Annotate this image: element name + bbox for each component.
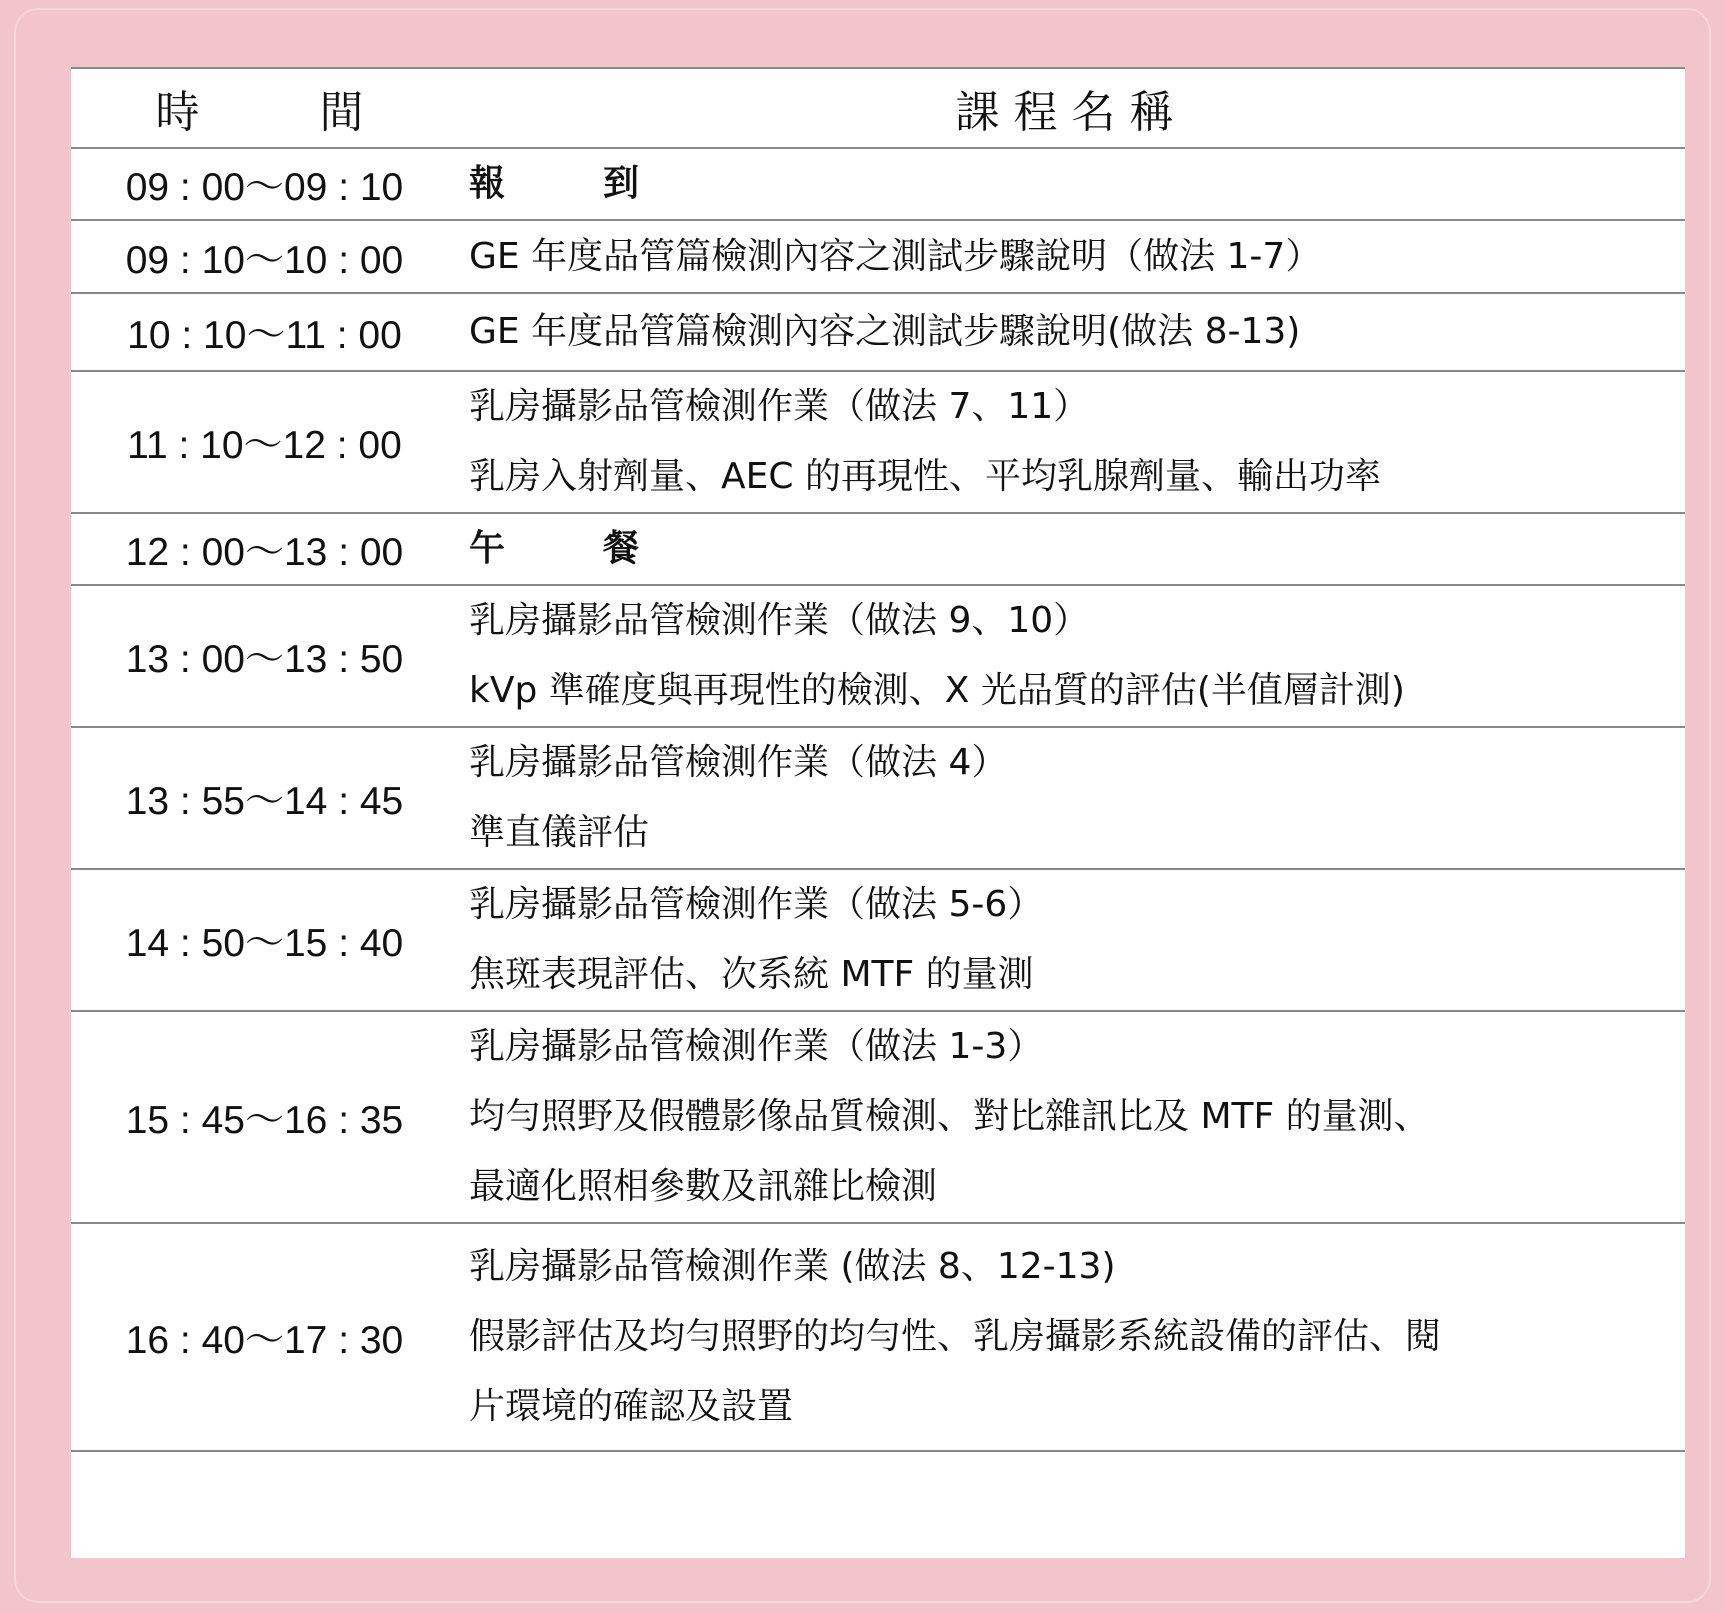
time-cell: 15 : 45～16 : 35	[125, 1099, 404, 1142]
course-line: 焦斑表現評估、次系統 MTF 的量測	[469, 954, 1034, 995]
schedule-table	[71, 67, 1685, 1452]
course-cell	[458, 371, 1685, 513]
table-row	[71, 293, 1685, 371]
course-cell	[458, 513, 1685, 585]
table-row	[71, 869, 1685, 1011]
header-course-name: 課程名稱	[955, 87, 1188, 138]
table-row	[71, 1223, 1685, 1451]
page-background	[14, 8, 1711, 1603]
header-time-char-2: 間	[319, 87, 374, 138]
course-line: 準直儀評估	[469, 812, 650, 853]
course-line: kVp 準確度與再現性的檢測、X 光品質的評估(半值層計測)	[469, 670, 1405, 711]
schedule-sheet	[71, 67, 1685, 1558]
time-cell: 16 : 40～17 : 30	[125, 1319, 404, 1362]
course-line: 假影評估及均勻照野的均勻性、乳房攝影系統設備的評估、閱	[469, 1316, 1442, 1357]
course-line: 乳房攝影品管檢測作業 (做法 8、12-13)	[469, 1246, 1116, 1287]
table-row	[71, 371, 1685, 513]
course-cell	[458, 220, 1685, 293]
course-checkin: 報 到	[469, 163, 640, 204]
course-cell	[458, 727, 1685, 869]
course-cell	[458, 148, 1685, 220]
course-cell	[458, 585, 1685, 727]
time-cell: 09 : 00～09 : 10	[125, 166, 404, 209]
table-row	[71, 148, 1685, 220]
time-cell: 13 : 55～14 : 45	[125, 780, 404, 823]
course-line: 乳房攝影品管檢測作業（做法 9、10）	[469, 600, 1090, 641]
course-line: GE 年度品管篇檢測內容之測試步驟說明(做法 8-13)	[469, 311, 1301, 352]
course-cell	[458, 869, 1685, 1011]
header-time	[71, 68, 458, 148]
course-line: 片環境的確認及設置	[469, 1386, 794, 1427]
time-cell: 13 : 00～13 : 50	[125, 638, 404, 681]
table-row	[71, 585, 1685, 727]
course-line: 最適化照相參數及訊雜比檢測	[469, 1166, 938, 1207]
course-line: 乳房攝影品管檢測作業（做法 7、11）	[469, 386, 1090, 427]
course-line: 乳房攝影品管檢測作業（做法 5-6）	[469, 884, 1044, 925]
course-line: 均勻照野及假體影像品質檢測、對比雜訊比及 MTF 的量測、	[469, 1096, 1430, 1137]
course-cell	[458, 1223, 1685, 1451]
course-line: 乳房攝影品管檢測作業（做法 4）	[469, 742, 1008, 783]
course-line: 乳房入射劑量、AEC 的再現性、平均乳腺劑量、輸出功率	[469, 456, 1381, 497]
time-cell: 14 : 50～15 : 40	[125, 922, 404, 965]
time-cell: 11 : 10～12 : 00	[127, 424, 402, 467]
table-row	[71, 1011, 1685, 1223]
time-cell: 10 : 10～11 : 00	[127, 314, 402, 357]
course-line: GE 年度品管篇檢測內容之測試步驟說明（做法 1-7）	[469, 235, 1322, 277]
course-line: 乳房攝影品管檢測作業（做法 1-3）	[469, 1026, 1044, 1067]
course-cell	[458, 293, 1685, 371]
table-row	[71, 220, 1685, 293]
time-cell: 09 : 10～10 : 00	[125, 238, 404, 282]
course-cell	[458, 1011, 1685, 1223]
table-row	[71, 727, 1685, 869]
table-header-row	[71, 68, 1685, 148]
course-lunch: 午 餐	[469, 528, 640, 569]
header-time-char-1: 時	[155, 87, 210, 138]
table-row	[71, 513, 1685, 585]
time-cell: 12 : 00～13 : 00	[125, 531, 404, 574]
